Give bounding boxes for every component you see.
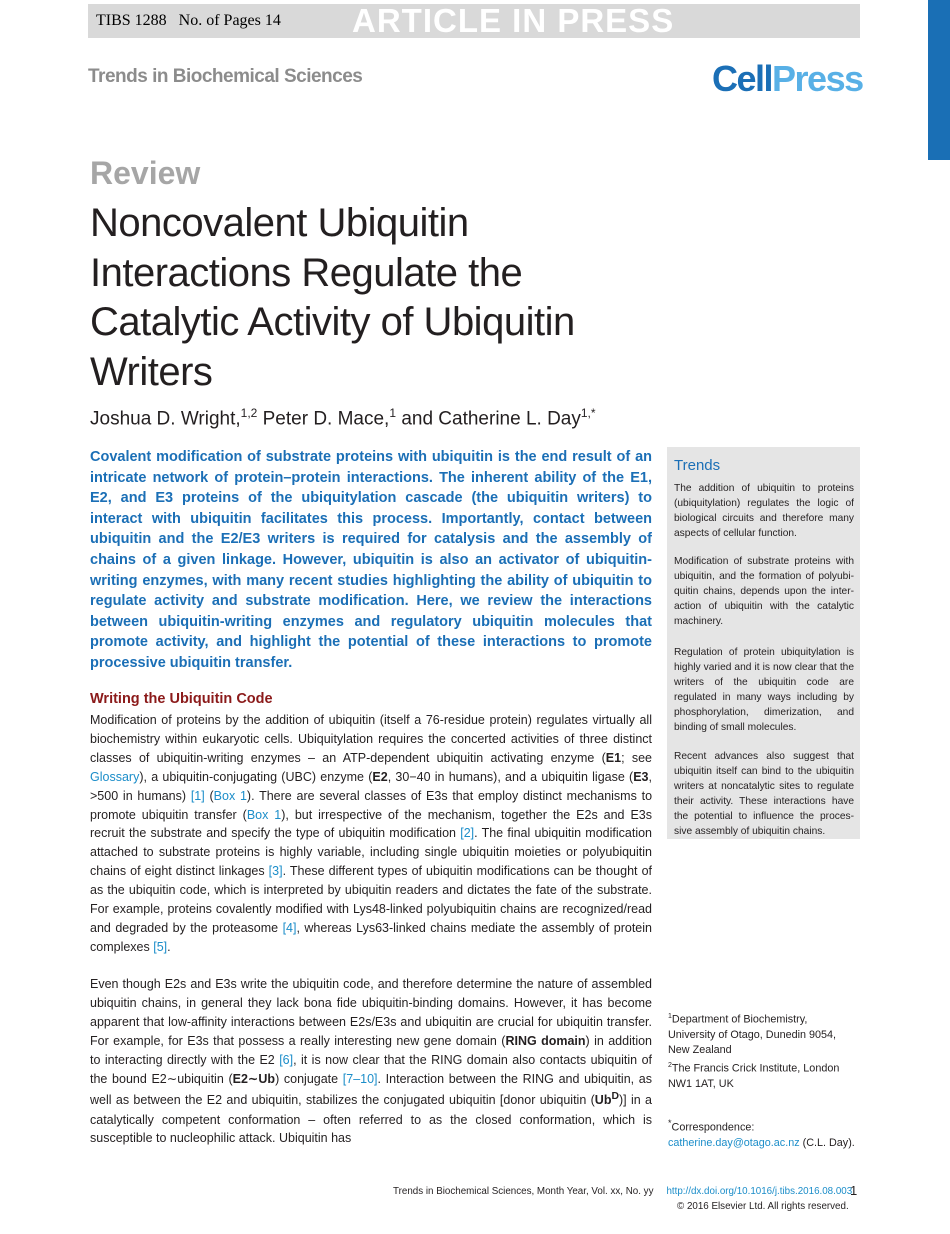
reference-link[interactable]: [7–10] xyxy=(342,1071,378,1086)
body-paragraph: Modification of proteins by the addition of ubiquitin (itself a 76-residue protein) regulates virtually all biochemistry within eukaryotic cells. Ubiquitylation requires the concerted activities of three distinct classes of ubiquitin-writing enzymes – an ATP-dependent ubiquitin activating enzyme (E1; see Glossary), a ubiquitin-conjugating (UBC) enzyme (E2, 30−40 in humans), and a ubiquitin ligase (E3, >500 in humans) [1] (Box 1). There are several classes of E3s that employ distinct mechanisms to promote ubiquitin transfer (Box 1), but irrespective of the mechanism, together the E2s and E3s recruit the substrate and specify the type of ubiquitin modification [2]. The final ubiquitin modification attached to substrate proteins is highly variable, including single ubiquitin moieties or polyubiquitin chains of eight distinct linkages [3]. These different types of ubiquitin modifications can be thought of as the ubiquitin code, which is interpreted by ubiquitin readers and dictates the fate of the substrate. For example, proteins covalently modified with Lys48-linked polyubiquitin chains are recognized/read and degraded by the proteasome [4], whereas Lys63-linked chains mediate the assembly of protein complexes [5]. xyxy=(90,713,653,954)
article-title: Noncovalent Ubiquitin Interactions Regulate the Catalytic Activity of Ubiquitin Writers xyxy=(90,201,575,394)
header-bar xyxy=(88,4,860,38)
section-heading: Writing the Ubiquitin Code xyxy=(90,691,273,707)
reference-link[interactable]: [1] xyxy=(190,788,205,803)
reference-link[interactable]: [2] xyxy=(460,826,475,841)
publisher-logo: CellPress xyxy=(712,58,863,99)
trends-title: Trends xyxy=(674,457,721,474)
manuscript-code: TIBS 1288 xyxy=(96,12,167,29)
page-count: No. of Pages 14 xyxy=(178,12,281,29)
trends-box xyxy=(667,447,860,839)
reference-link[interactable]: [4] xyxy=(282,920,297,935)
footer-citation: Trends in Biochemical Sciences, Month Year, Vol. xx, No. yy http://dx.doi.org/10.1016/j.tibs.2016.08.003 xyxy=(393,1186,853,1197)
reference-link[interactable]: [3] xyxy=(268,864,283,879)
trends-paragraph: Regulation of protein ubiquitylation is highly varied and it is now clear that the writers of the ubiquitin code are regulated in many ways including by phosphorylation, dimerization, and binding of small molecules. xyxy=(674,647,854,734)
abstract: Covalent modification of substrate proteins with ubiquitin is the end result of an intricate network of protein–protein interactions. The inherent ability of the E1, E2, and E3 proteins of the ubiquitylation cascade (the ubiquitin writers) to interact with ubiquitin facilitates this process. Importantly, contact between ubiquitin and the E2/E3 writers is required for catalysis and the assembly of chains of a given linkage. However, ubiquitin is also an activator of ubiquitin-writing enzymes, with many recent studies highlighting the ability of ubiquitin to regulate activity and substrate modification. Here, we review the interactions between ubiquitin-writing enzymes and regulatory ubiquitin molecules that promote activity, and highlight the potential of these interactions to promote processive ubiquitin transfer. xyxy=(90,449,652,671)
reference-link[interactable]: [6] xyxy=(279,1052,294,1067)
trends-paragraph: Recent advances also suggest that ubiquitin itself can bind to the ubiquitin writers at noncatalytic sites to regulate their activity. These interactions have the potential to influence the proces-sive assembly of ubiquitin chains. xyxy=(674,751,854,838)
box-link[interactable]: Box 1 xyxy=(246,807,282,822)
body-paragraph: Even though E2s and E3s write the ubiquitin code, and therefore determine the nature of assembled ubiquitin chains, in general they lack bona fide ubiquitin-binding domains. However, it has become apparent that low-affinity interactions between E2s/E3s and ubiquitin are crucial for ubiquitin transfer. For example, for E3s that possess a really interesting new gene domain (RING domain) in addition to interacting directly with the E2 [6], it is now clear that the RING domain also contacts ubiquitin of the bound E2∼ubiquitin (E2∼Ub) conjugate [7–10]. Interaction between the RING and ubiquitin, as well as between the E2 and ubiquitin, stabilizes the conjugated ubiquitin [donor ubiquitin $(Ub^D)$] in a catalytically competent conformation – often referred to as the closed conformation, which is susceptible to nucleophilic attack. Ubiquitin has xyxy=(90,977,653,1146)
manuscript-info xyxy=(96,12,281,30)
page-number: 1 xyxy=(850,1183,858,1198)
glossary-link[interactable]: Glossary xyxy=(90,769,140,784)
trends-paragraph: The addition of ubiquitin to proteins (ubiquitylation) regulates the logic of biological circuits and therefore many aspects of cellular function. xyxy=(674,483,854,540)
affiliations: $^1$Department of Biochemistry, University of Otago, Dunedin 9054, New Zealand $^2$The Francis Crick Institute, London NW1 1AT, UK xyxy=(668,1013,840,1090)
copyright: © 2016 Elsevier Ltd. All rights reserved. xyxy=(677,1201,849,1212)
author-list: Joshua D. Wright,$^{1,2}$ Peter D. Mace,$^1$ and Catherine L. Day$^{1,*}$ xyxy=(90,406,596,430)
section-label: Review xyxy=(90,155,201,191)
article-status: ARTICLE IN PRESS xyxy=(352,2,675,39)
journal-name: Trends in Biochemical Sciences xyxy=(88,66,363,87)
author: Joshua D. Wright, xyxy=(90,408,241,430)
author: and Catherine L. Day xyxy=(401,408,581,430)
edge-tab xyxy=(928,0,950,160)
author: Peter D. Mace, xyxy=(262,408,390,430)
trends-paragraph: Modification of substrate proteins with ubiquitin, and the formation of polyubi-quitin chains, depends upon the inter-action of ubiquitin with the catalytic machinery. xyxy=(674,556,854,628)
doi-link[interactable]: http://dx.doi.org/10.1016/j.tibs.2016.08.003 xyxy=(666,1186,853,1197)
correspondence: *Correspondence: catherine.day@otago.ac.nz (C.L. Day). xyxy=(668,1118,855,1149)
box-link[interactable]: Box 1 xyxy=(213,788,247,803)
email-link[interactable]: catherine.day@otago.ac.nz xyxy=(668,1136,800,1149)
reference-link[interactable]: [5] xyxy=(153,939,168,954)
